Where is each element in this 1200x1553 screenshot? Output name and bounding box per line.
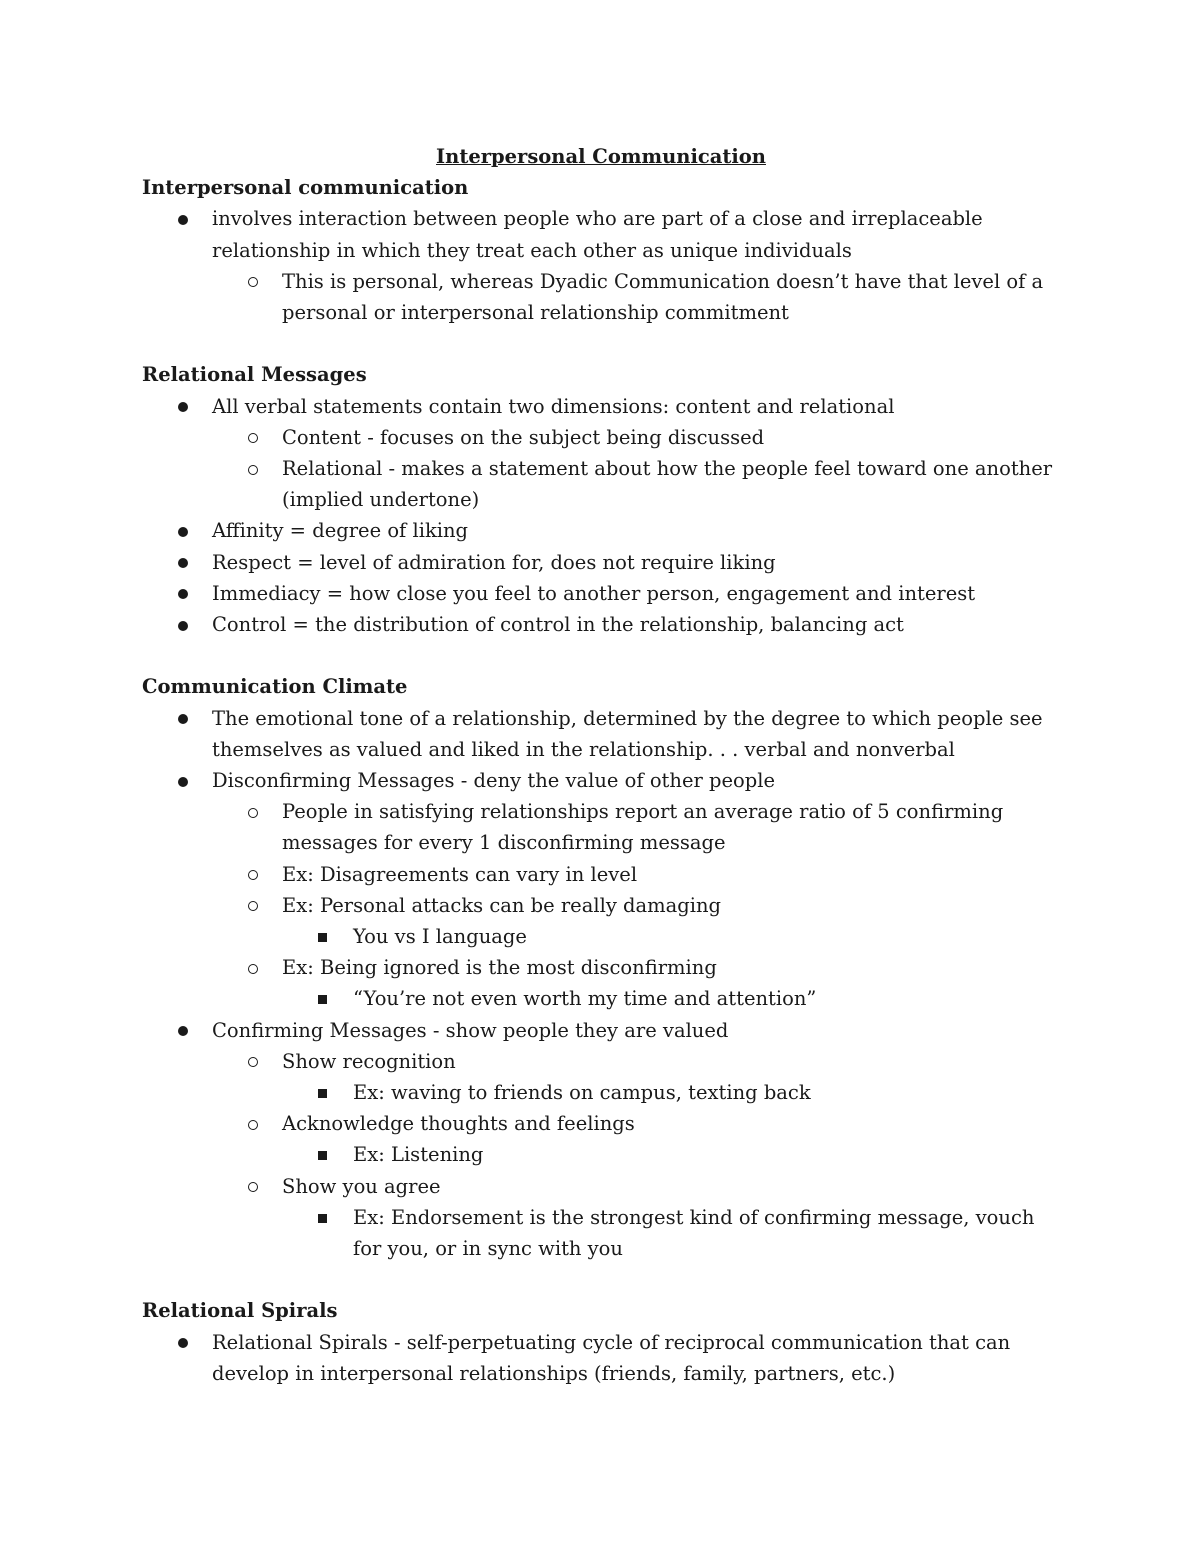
- list-item-text: involves interaction between people who are part of a close and irreplaceable relationship in which they treat each other as unique individuals: [212, 207, 983, 262]
- list-item-text: Relational - makes a statement about how the people feel toward one another (implied undertone): [282, 457, 1053, 512]
- square-bullet-icon: [318, 921, 327, 952]
- list-item: [142, 609, 1060, 640]
- document-title: Interpersonal Communication: [436, 145, 766, 168]
- bullet-list: [142, 703, 1060, 1265]
- section-heading: Relational Messages: [142, 363, 367, 387]
- filled-bullet-icon: [178, 609, 188, 640]
- list-item: [142, 1327, 1060, 1389]
- list-item: [142, 547, 1060, 578]
- list-item: [142, 921, 1060, 952]
- section: [142, 172, 1060, 328]
- list-item: [142, 890, 1060, 921]
- list-item-text: You vs I language: [353, 925, 527, 949]
- list-item: [142, 1202, 1060, 1264]
- list-item: [142, 578, 1060, 609]
- square-bullet-icon: [318, 1077, 327, 1108]
- filled-bullet-icon: [178, 578, 188, 609]
- list-item: [142, 1108, 1060, 1139]
- list-item-text: Content - focuses on the subject being discussed: [282, 425, 765, 449]
- list-item-text: Ex: Listening: [353, 1143, 484, 1167]
- section-heading: Communication Climate: [142, 675, 408, 699]
- list-item: [142, 1015, 1060, 1046]
- square-bullet-icon: [318, 1139, 327, 1170]
- list-item: [142, 983, 1060, 1014]
- bullet-list: [142, 1327, 1060, 1389]
- filled-bullet-icon: [178, 765, 188, 796]
- list-item: [142, 952, 1060, 983]
- list-item: [142, 1077, 1060, 1108]
- list-item: [142, 796, 1060, 858]
- hollow-bullet-icon: [248, 453, 258, 484]
- filled-bullet-icon: [178, 703, 188, 734]
- section: [142, 359, 1060, 640]
- hollow-bullet-icon: [248, 422, 258, 453]
- list-item-text: Ex: Personal attacks can be really damaging: [282, 893, 722, 917]
- filled-bullet-icon: [178, 1015, 188, 1046]
- list-item-text: All verbal statements contain two dimensions: content and relational: [212, 394, 895, 418]
- hollow-bullet-icon: [248, 266, 258, 297]
- list-item: [142, 1171, 1060, 1202]
- list-item-text: Ex: Being ignored is the most disconfirming: [282, 956, 717, 980]
- section-heading: Relational Spirals: [142, 1299, 338, 1323]
- filled-bullet-icon: [178, 547, 188, 578]
- list-item: [142, 1046, 1060, 1077]
- list-item: [142, 1139, 1060, 1170]
- list-item: [142, 859, 1060, 890]
- list-item-text: Affinity = degree of liking: [212, 519, 469, 543]
- list-item-text: Disconfirming Messages - deny the value of other people: [212, 769, 776, 793]
- list-item: [142, 765, 1060, 796]
- square-bullet-icon: [318, 1202, 327, 1233]
- list-item: [142, 203, 1060, 265]
- list-item-text: Ex: waving to friends on campus, texting back: [353, 1081, 811, 1105]
- bullet-list: [142, 391, 1060, 641]
- hollow-bullet-icon: [248, 1171, 258, 1202]
- list-item-text: Show recognition: [282, 1049, 456, 1073]
- list-item-text: Respect = level of admiration for, does not require liking: [212, 550, 776, 574]
- section-heading: Interpersonal communication: [142, 176, 469, 200]
- list-item-text: This is personal, whereas Dyadic Communication doesn’t have that level of a personal or interpersonal relationship commitment: [282, 269, 1044, 325]
- list-item: [142, 515, 1060, 546]
- list-item: [142, 422, 1060, 453]
- hollow-bullet-icon: [248, 1108, 258, 1139]
- document-body: [142, 172, 1060, 1389]
- list-item-text: People in satisfying relationships report an average ratio of 5 confirming messages for every 1 disconfirming message: [282, 800, 1004, 855]
- filled-bullet-icon: [178, 515, 188, 546]
- list-item: [142, 453, 1060, 515]
- list-item-text: “You’re not even worth my time and attention”: [353, 987, 817, 1011]
- bullet-list: [142, 203, 1060, 328]
- square-bullet-icon: [318, 983, 327, 1014]
- list-item: [142, 266, 1060, 328]
- hollow-bullet-icon: [248, 1046, 258, 1077]
- hollow-bullet-icon: [248, 952, 258, 983]
- hollow-bullet-icon: [248, 859, 258, 890]
- filled-bullet-icon: [178, 391, 188, 422]
- hollow-bullet-icon: [248, 890, 258, 921]
- list-item-text: Acknowledge thoughts and feelings: [282, 1112, 635, 1136]
- list-item-text: Confirming Messages - show people they are valued: [212, 1018, 729, 1042]
- section: [142, 671, 1060, 1264]
- section: [142, 1295, 1060, 1389]
- list-item: [142, 703, 1060, 765]
- list-item: [142, 391, 1060, 422]
- filled-bullet-icon: [178, 1327, 188, 1358]
- list-item-text: Relational Spirals - self-perpetuating cycle of reciprocal communication that can develop in interpersonal relationships (friends, family, partners, etc.): [212, 1330, 1011, 1385]
- list-item-text: Show you agree: [282, 1174, 441, 1198]
- filled-bullet-icon: [178, 203, 188, 234]
- list-item-text: Control = the distribution of control in the relationship, balancing act: [212, 613, 904, 637]
- list-item-text: Ex: Disagreements can vary in level: [282, 862, 638, 886]
- list-item-text: The emotional tone of a relationship, determined by the degree to which people see themselves as valued and liked in the relationship. . . verbal and nonverbal: [212, 706, 1043, 761]
- list-item-text: Immediacy = how close you feel to another person, engagement and interest: [212, 581, 976, 605]
- hollow-bullet-icon: [248, 796, 258, 827]
- list-item-text: Ex: Endorsement is the strongest kind of confirming message, vouch for you, or in sync with you: [353, 1205, 1035, 1261]
